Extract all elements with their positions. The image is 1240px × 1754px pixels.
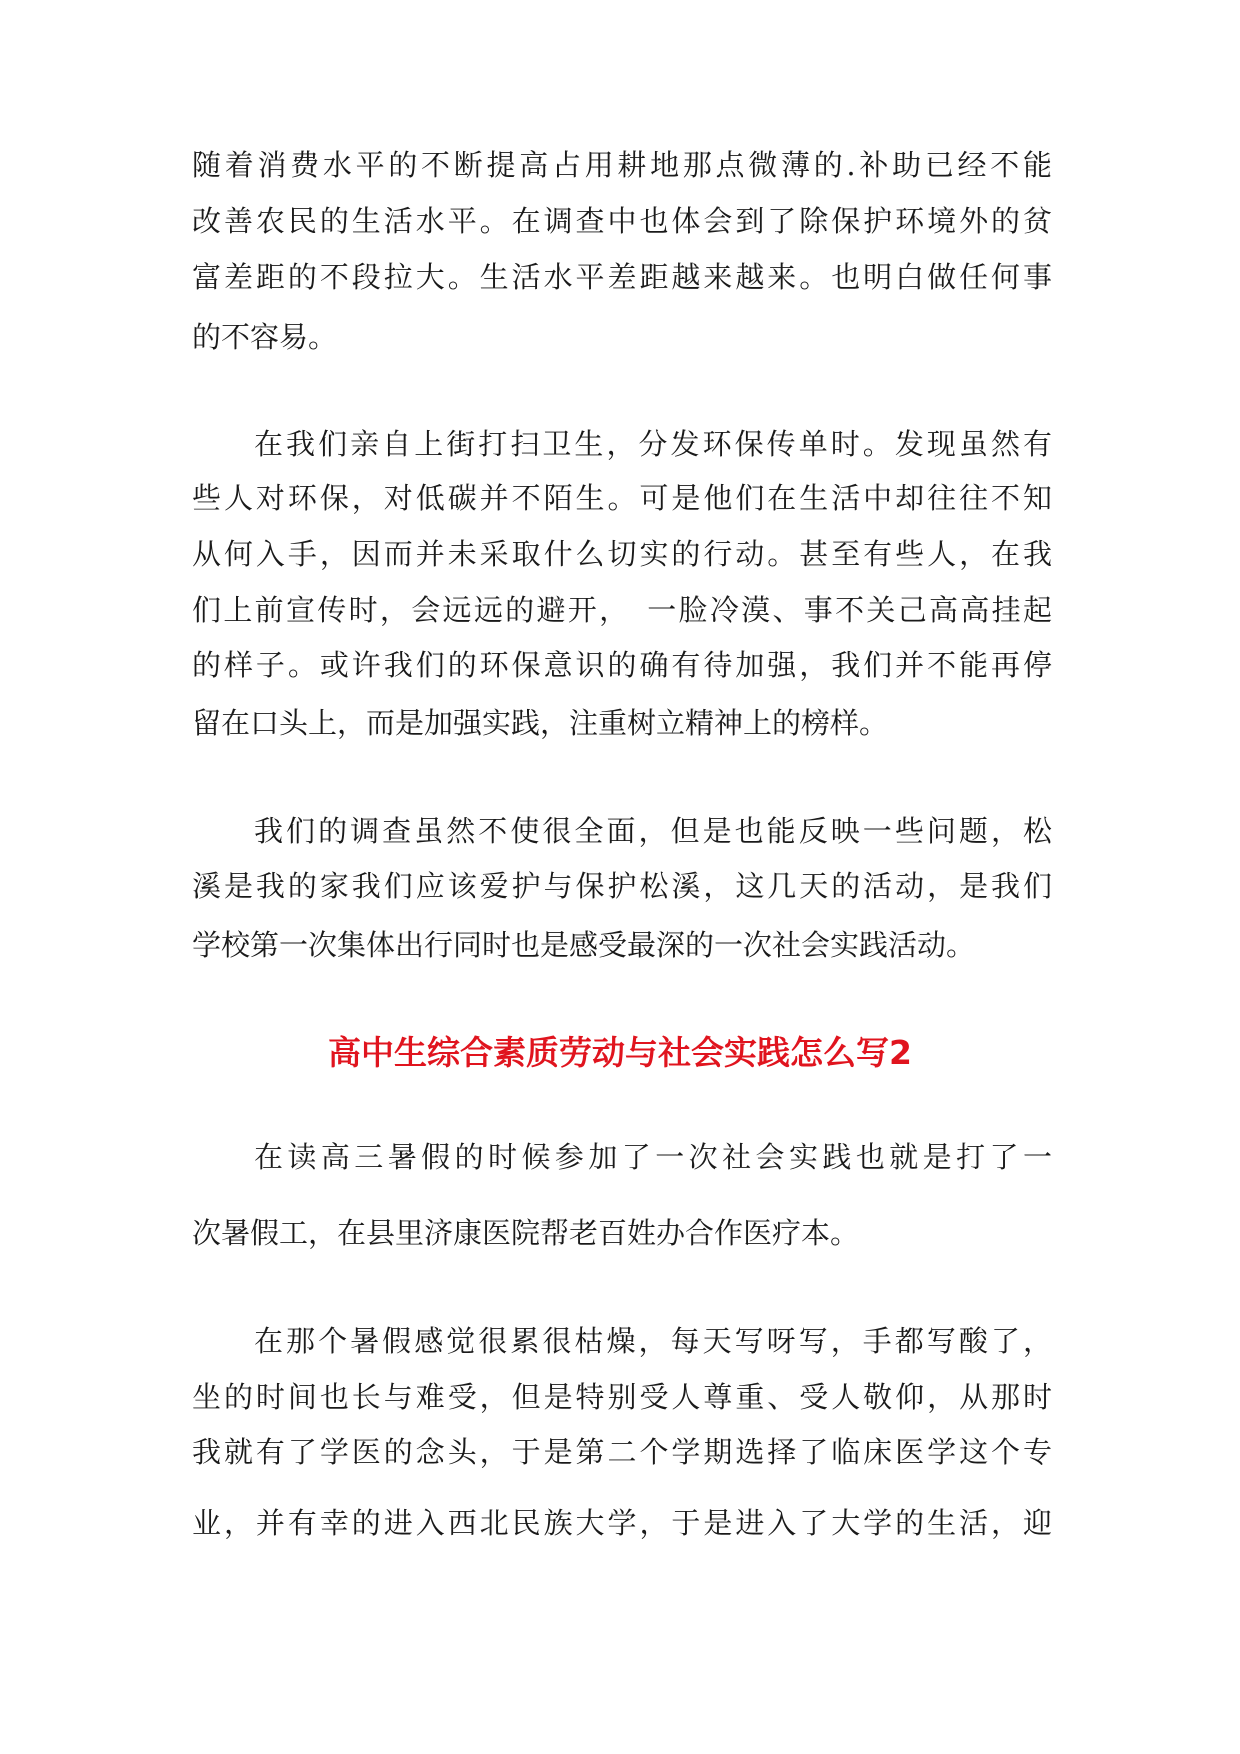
paragraph-3-line-3: 学校第一次集体出行同时也是感受最深的一次社会实践活动。 xyxy=(192,928,976,962)
paragraph-2-line-4: 们上前宣传时，会远远的避开， 一脸冷漠、事不关己高高挂起 xyxy=(192,593,1052,627)
paragraph-5-line-2: 坐的时间也长与难受，但是特别受人尊重、受人敬仰，从那时 xyxy=(192,1380,1052,1414)
section-heading: 高中生综合素质劳动与社会实践怎么写2 xyxy=(328,1033,912,1072)
paragraph-2-line-2: 些人对环保，对低碳并不陌生。可是他们在生活中却往往不知 xyxy=(192,481,1052,515)
paragraph-3-line-1: 我们的调查虽然不使很全面，但是也能反映一些问题，松 xyxy=(254,814,1052,848)
paragraph-1-line-2: 改善农民的生活水平。在调查中也体会到了除保护环境外的贫 xyxy=(192,204,1052,238)
paragraph-5-line-3: 我就有了学医的念头，于是第二个学期选择了临床医学这个专 xyxy=(192,1435,1052,1469)
paragraph-2-line-1: 在我们亲自上街打扫卫生，分发环保传单时。发现虽然有 xyxy=(254,427,1052,461)
paragraph-2-line-5: 的样子。或许我们的环保意识的确有待加强，我们并不能再停 xyxy=(192,648,1052,682)
paragraph-4-line-1: 在读高三暑假的时候参加了一次社会实践也就是打了一 xyxy=(254,1140,1052,1174)
paragraph-1-line-3: 富差距的不段拉大。生活水平差距越来越来。也明白做任何事 xyxy=(192,260,1052,294)
paragraph-2-line-3: 从何入手，因而并未采取什么切实的行动。甚至有些人，在我 xyxy=(192,537,1052,571)
paragraph-5-line-4: 业，并有幸的进入西北民族大学，于是进入了大学的生活，迎 xyxy=(192,1506,1052,1540)
paragraph-1-line-4: 的不容易。 xyxy=(192,320,338,354)
paragraph-3-line-2: 溪是我的家我们应该爱护与保护松溪，这几天的活动，是我们 xyxy=(192,869,1052,903)
paragraph-2-line-6: 留在口头上，而是加强实践，注重树立精神上的榜样。 xyxy=(192,706,889,740)
paragraph-4-line-2: 次暑假工，在县里济康医院帮老百姓办合作医疗本。 xyxy=(192,1216,860,1250)
paragraph-5-line-1: 在那个暑假感觉很累很枯燥，每天写呀写，手都写酸了， xyxy=(254,1324,1052,1358)
paragraph-1-line-1: 随着消费水平的不断提高占用耕地那点微薄的.补助已经不能 xyxy=(192,148,1052,182)
